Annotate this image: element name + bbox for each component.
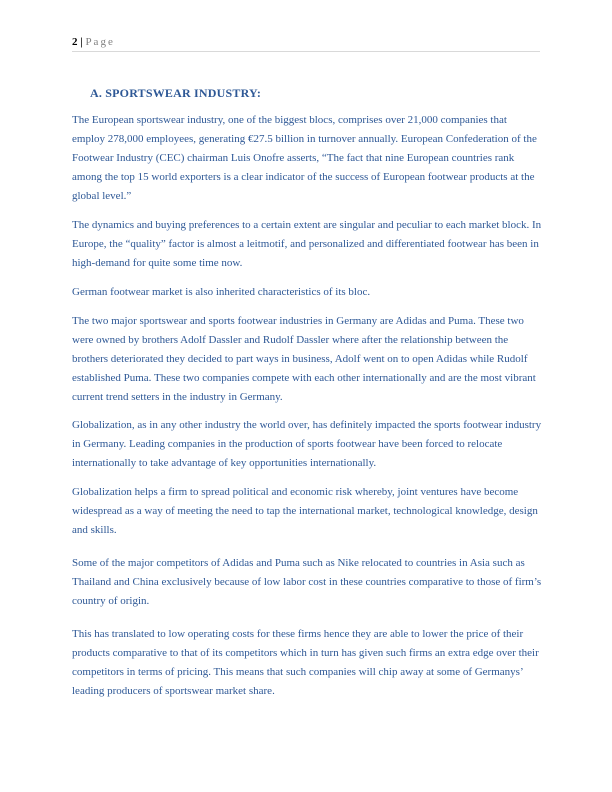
paragraph-german-market: German footwear market is also inherited characteristics of its bloc. [72,286,371,298]
paragraph-globalization-risk: Globalization helps a firm to spread political and economic risk whereby, joint ventures have become widespread as a way of meeting the need to tap the international market, technological knowledge, design and skills. [72,486,538,536]
page-number: 2 [72,36,78,48]
paragraph-competitors-relocation: Some of the major competitors of Adidas and Puma such as Nike relocated to countries in Asia such as Thailand and China exclusively because of low labor cost in these countries comparative to those of firm’s country of origin. [72,557,542,607]
section-heading: A. SPORTSWEAR INDUSTRY: [90,86,262,100]
page-number-separator: | [80,36,83,48]
page-label: Page [85,36,115,48]
page-header [72,36,540,52]
paragraph-adidas-puma: The two major sportswear and sports footwear industries in Germany are Adidas and Puma. These two were owned by brothers Adolf Dassler and Rudolf Dassler where after the relationship between the brothers deteriorated they decided to part ways in business, Adolf went on to open Adidas while Rudolf established Puma. These two companies compete with each other internationally and are the most vibrant current trend setters in the industry in Germany. [72,315,536,403]
paragraph-operating-costs: This has translated to low operating costs for these firms hence they are able to lower the price of their products comparative to that of its competitors which in turn has given such firms an extra edge over their competitors in terms of pricing. This means that such companies will chip away at some of Germanys’ leading producers of sportswear market share. [72,628,539,697]
paragraph-buying-preferences: The dynamics and buying preferences to a certain extent are singular and peculiar to each market block. In Europe, the “quality” factor is almost a leitmotif, and personalized and differentiated footwear has been in high-demand for quite some time now. [72,219,542,269]
paragraph-industry-overview: The European sportswear industry, one of the biggest blocs, comprises over 21,000 companies that employ 278,000 employees, generating €27.5 billion in turnover annually. European Confederation of the Footwear Industry (CEC) chairman Luis Onofre asserts, “The fact that nine European countries rank among the top 15 world exporters is a clear indicator of the success of European footwear products at the global level.” [72,114,537,202]
paragraph-globalization-impact: Globalization, as in any other industry the world over, has definitely impacted the sports footwear industry in Germany. Leading companies in the production of sports footwear have been forced to relocate internationally to take advantage of key opportunities internationally. [72,419,542,469]
